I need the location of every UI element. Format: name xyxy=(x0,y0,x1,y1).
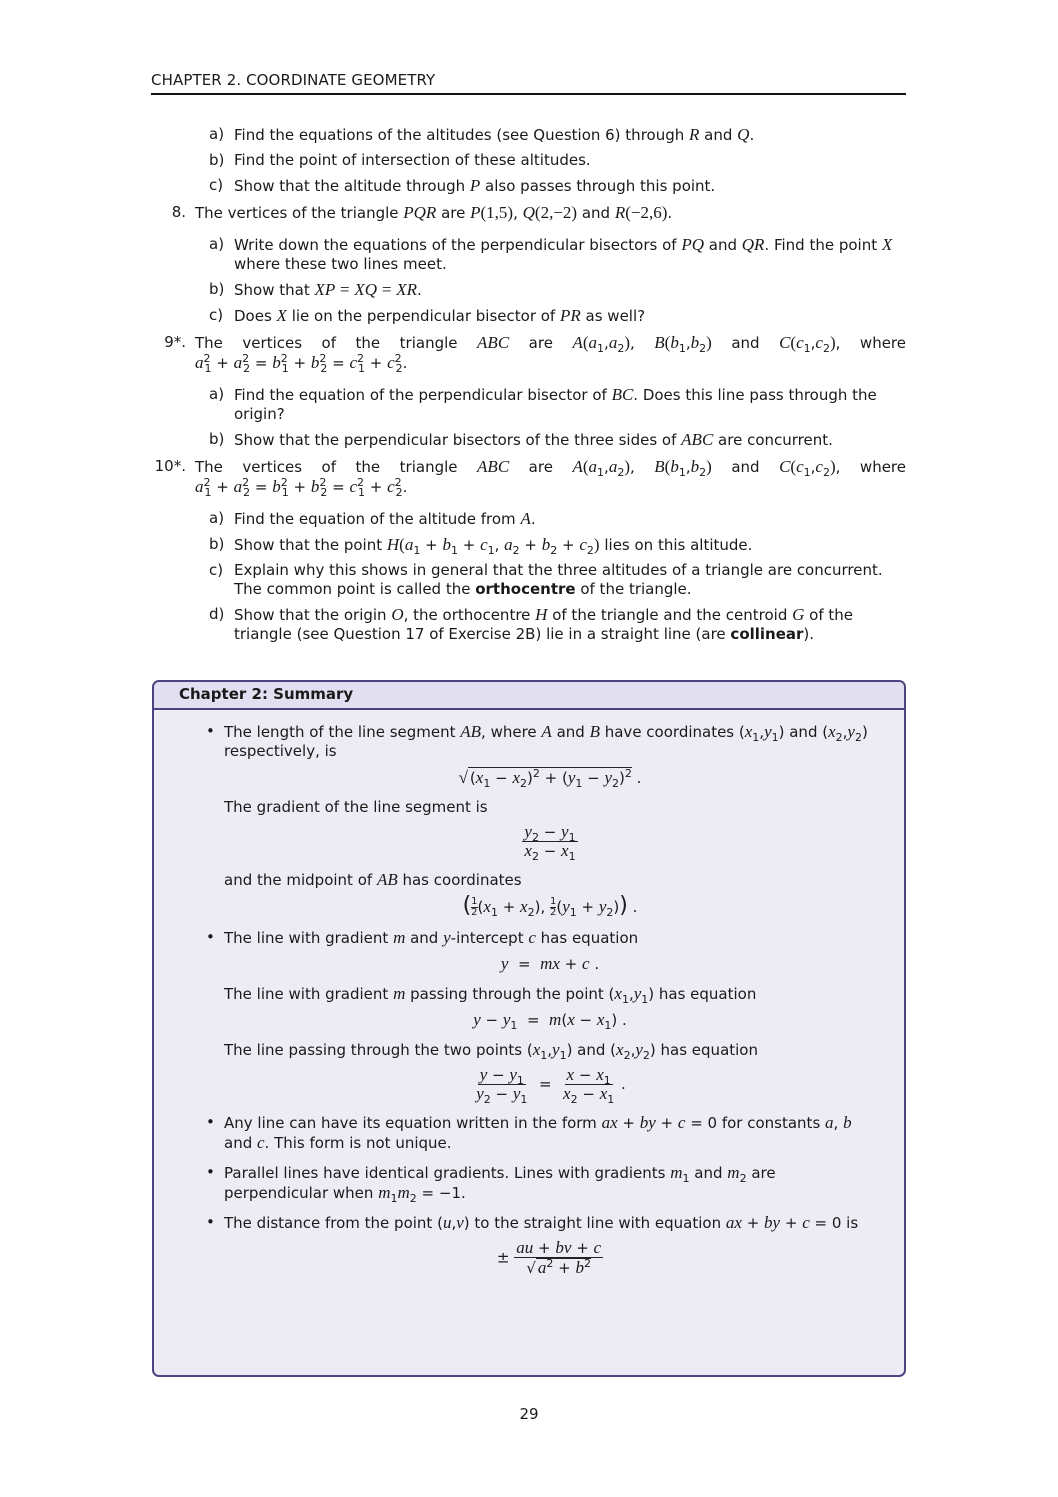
summary-bullet-parallel-perpendicular: • Parallel lines have identical gradients. Lines with gradients $m_1$ and $m_2$ are perpendicular when $m_1m_2 = -1$. xyxy=(206,1163,776,1205)
two-point-formula: $\frac{y - y_1}{y_2 - y_1}$ = $\frac{x - x_1}{x_2 - x_1}$ . xyxy=(476,1065,626,1106)
two-point-text: The line passing through the two points $(x_1,y_1)$ and $(x_2,y_2)$ has equation $\frac{y - y_1}{y_2 - y_1}$ = $\frac{x - x_1}{x_2 - x_1}$ . xyxy=(206,1040,876,1103)
summary-box xyxy=(152,680,906,1377)
q8-part-b: b) Show that XP = XQ = XR. xyxy=(209,280,422,299)
running-head: CHAPTER 2. COORDINATE GEOMETRY xyxy=(151,71,436,89)
question-10: 10*. The vertices of the triangle ABC are $A(a_1,a_2)$, $B(b_1,b_2)$ and $C(c_1,c_2)$, where $a^2_1 + a^2_2 = b^2_1 + b^2_2 = c^2_1 + c^2_2$. xyxy=(154,457,907,499)
exercise-content xyxy=(151,125,906,650)
summary-bullet-length: • The length of the line segment AB, where A and B have coordinates $(x_1,y_1)$ and $(x_2,y_2)$ respectively, is √ $(x_1 - x_2)^2 + (y_1 - y_2)^2$ . xyxy=(206,722,876,788)
q9-part-a: a) Find the equation of the perpendicular bisector of BC. Does this line pass through the origin? xyxy=(209,385,877,423)
gradient-formula: $\frac{y_2 - y_1}{x_2 - x_1}$ xyxy=(524,822,576,863)
midpoint-formula: ( $\frac{1}{2}$ $(x_1 + x_2)$, $\frac{1}{2}$ $(y_1 + y_2)$) . xyxy=(462,893,638,919)
slope-intercept-formula: y = mx + c . xyxy=(500,954,600,973)
q9-part-b: b) Show that the perpendicular bisectors of the three sides of ABC are concurrent. xyxy=(209,430,833,449)
summary-title: Chapter 2: Summary xyxy=(154,682,904,710)
q10-part-a: a) Find the equation of the altitude from A. xyxy=(209,509,536,528)
header-rule xyxy=(151,93,906,95)
summary-bullet-distance-to-line: • The distance from the point (u,v) to the straight line with equation ax + by + c = 0 is ± $\frac{au + bv + c}{√ a^2 + b^2}$ xyxy=(206,1213,876,1277)
q8-part-c: c) Does X lie on the perpendicular bisector of PR as well? xyxy=(209,306,646,325)
q7-part-c: c) Show that the altitude through P also passes through this point. xyxy=(209,176,716,195)
question-8: 8. The vertices of the triangle PQR are P(1,5), Q(2,−2) and R(−2,6). xyxy=(171,203,673,222)
q8-part-a: a) Write down the equations of the perpendicular bisectors of PQ and QR. Find the point X where these two lines meet. xyxy=(209,235,893,273)
page-number: 29 xyxy=(519,1405,539,1423)
point-gradient-formula: $y - y_1 = m(x - x_1)$ . xyxy=(473,1010,627,1032)
distance-formula: √ $(x_1 - x_2)^2 + (y_1 - y_2)^2$ . xyxy=(458,767,642,790)
q7-part-b: b) Find the point of intersection of these altitudes. xyxy=(209,151,591,169)
q7-part-a: a) Find the equations of the altitudes (see Question 6) through R and Q. xyxy=(209,125,755,144)
point-line-distance-formula: ± $\frac{au + bv + c}{√ a^2 + b^2}$ xyxy=(496,1238,602,1277)
gradient-text: The gradient of the line segment is $\frac{y_2 - y_1}{x_2 - x_1}$ xyxy=(206,798,876,860)
summary-bullet-slope-intercept: • The line with gradient m and y-intercept c has equation y = mx + c . xyxy=(206,928,876,974)
point-gradient-text: The line with gradient m passing through the point $(x_1,y_1)$ has equation $y - y_1 = m(x - x_1)$ . xyxy=(206,984,876,1030)
midpoint-text: and the midpoint of AB has coordinates ( $\frac{1}{2}$ $(x_1 + x_2)$, $\frac{1}{2}$ $(y_1 + y_2)$) . xyxy=(206,870,876,918)
summary-bullet-general-form: • Any line can have its equation written in the form ax + by + c = 0 for constants a, b and c. This form is not unique. xyxy=(206,1113,852,1152)
question-9: 9*. The vertices of the triangle ABC are $A(a_1,a_2)$, $B(b_1,b_2)$ and $C(c_1,c_2)$, where $a^2_1 + a^2_2 = b^2_1 + b^2_2 = c^2_1 + c^2_2$. xyxy=(164,333,907,375)
q10-part-d: d) Show that the origin O, the orthocentre H of the triangle and the centroid G of the triangle (see Question 17 of Exercise 2B) lie in a straight line (are collinear). xyxy=(209,605,854,643)
q10-part-c: c) Explain why this shows in general that the three altitudes of a triangle are concurrent. The common point is called the orthocentre of the triangle. xyxy=(209,561,883,598)
q10-part-b: b) Show that the point $H(a_1 + b_1 + c_1$, $a_2 + b_2 + c_2$) lies on this altitude. xyxy=(209,535,753,557)
